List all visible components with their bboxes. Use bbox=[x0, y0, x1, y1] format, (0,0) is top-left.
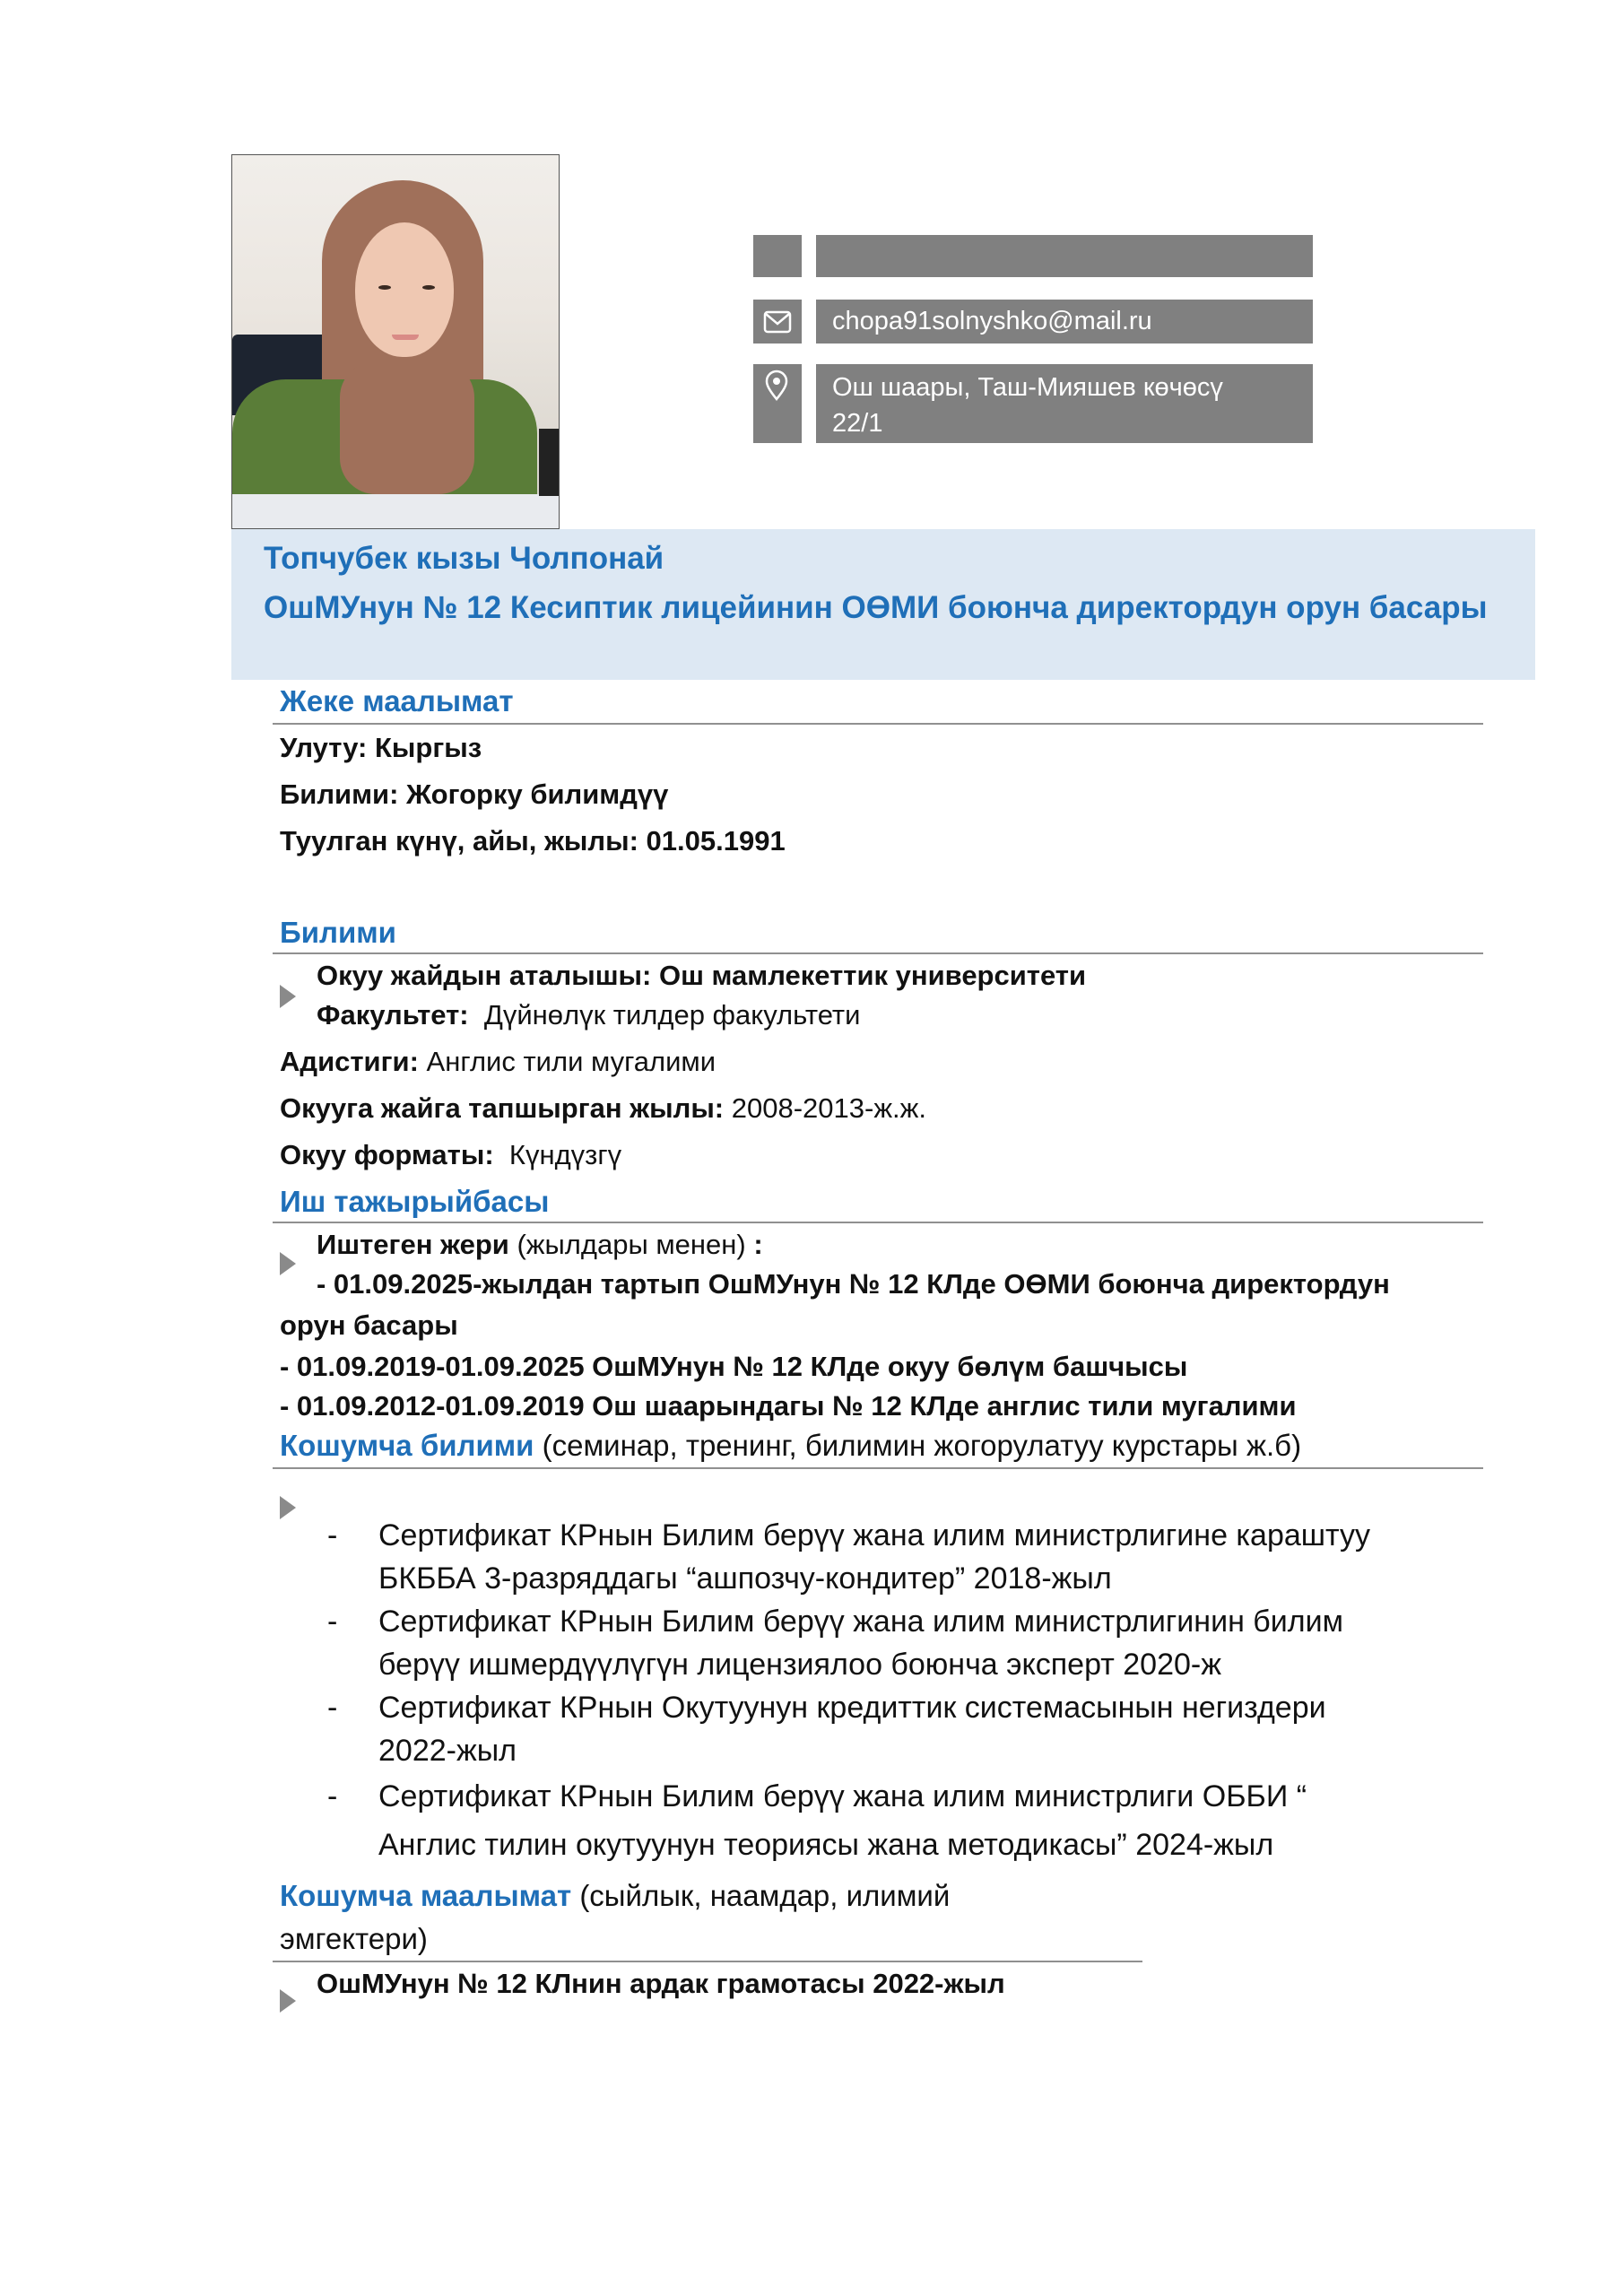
section-divider bbox=[273, 723, 1483, 725]
certificate-item bbox=[327, 1514, 1475, 1600]
section-title-additional-info bbox=[280, 1876, 950, 1916]
workplace-sub: (жылдары менен) bbox=[517, 1229, 746, 1260]
study-years-label: Окууга жайга тапшырган жылы: bbox=[280, 1092, 725, 1124]
certificate-line: Сертификат КРнын Билим берүү жана илим министрлигинин билим bbox=[378, 1605, 1343, 1639]
phone-icon bbox=[753, 235, 802, 277]
certificate-item bbox=[327, 1772, 1475, 1869]
triangle-bullet-icon bbox=[280, 1989, 296, 2013]
person-position: ОшМУнун № 12 Кесиптик лицейинин ОӨМИ боюнча директордун орун басары bbox=[264, 590, 1488, 625]
photo-device bbox=[539, 429, 559, 496]
education-level-label: Билими: bbox=[280, 778, 399, 810]
certificate-line: 2022-жыл bbox=[378, 1734, 517, 1768]
triangle-bullet-icon bbox=[280, 1252, 296, 1275]
phone-field bbox=[816, 235, 1313, 277]
certificate-item bbox=[327, 1686, 1475, 1772]
person-name: Топчубек кызы Чолпонай bbox=[264, 541, 664, 576]
section-title-additional-education bbox=[280, 1426, 1301, 1465]
list-dash: - bbox=[327, 1605, 338, 1639]
faculty-row bbox=[317, 996, 860, 1035]
institution-row bbox=[317, 956, 1086, 996]
section-divider bbox=[273, 952, 1483, 954]
triangle-bullet-icon bbox=[280, 1496, 296, 1519]
institution-label: Окуу жайдын аталышы: bbox=[317, 960, 652, 991]
specialty-row bbox=[280, 1042, 716, 1082]
additional-education-subtitle: (семинар, тренинг, билимин жогорулатуу курстары ж.б) bbox=[542, 1429, 1302, 1462]
email-field[interactable]: chopa91solnyshko@mail.ru bbox=[816, 300, 1313, 344]
study-years-value: 2008-2013-ж.ж. bbox=[731, 1092, 927, 1124]
address-field: Ош шаары, Таш-Мияшев көчөсү 22/1 bbox=[816, 364, 1313, 443]
triangle-bullet-icon bbox=[280, 985, 296, 1008]
header-band bbox=[231, 529, 1535, 680]
experience-item: - 01.09.2019-01.09.2025 ОшМУнун № 12 КЛде окуу бөлүм башчысы bbox=[280, 1351, 1188, 1382]
award-item: ОшМУнун № 12 КЛнин ардак грамотасы 2022-жыл bbox=[317, 1968, 1005, 1999]
photo-eye-right bbox=[422, 285, 435, 290]
section-title-experience: Иш тажырыйбасы bbox=[280, 1185, 550, 1218]
photo-scarf-lower bbox=[340, 361, 474, 494]
workplace-colon: : bbox=[753, 1229, 763, 1260]
additional-info-subtitle-continued bbox=[280, 1919, 428, 1959]
institution-value: Ош мамлекеттик университети bbox=[658, 960, 1087, 991]
study-format-label: Окуу форматы: bbox=[280, 1139, 494, 1170]
map-pin-icon bbox=[763, 370, 790, 402]
nationality-label: Улуту: bbox=[280, 732, 368, 763]
photo-eye-left bbox=[378, 285, 391, 290]
faculty-label: Факультет: bbox=[317, 999, 469, 1031]
nationality-value: Кыргыз bbox=[374, 732, 482, 763]
list-dash: - bbox=[327, 1691, 338, 1725]
experience-item: - 01.09.2025-жылдан тартып ОшМУнун № 12 КЛде ОӨМИ боюнча директордун bbox=[317, 1268, 1390, 1300]
section-title-education: Билими bbox=[280, 916, 396, 949]
list-dash: - bbox=[327, 1518, 338, 1552]
certificate-item bbox=[327, 1600, 1475, 1686]
additional-education-title: Кошумча билими bbox=[280, 1429, 534, 1462]
additional-info-subtitle: (сыйлык, наамдар, илимий bbox=[579, 1879, 951, 1912]
additional-info-subtitle: эмгектери) bbox=[280, 1922, 428, 1955]
experience-item: - 01.09.2012-01.09.2019 Ош шаарындагы № 12 КЛде англис тили мугалими bbox=[280, 1390, 1297, 1422]
education-level-value: Жогорку билимдүү bbox=[406, 778, 669, 810]
section-divider bbox=[273, 1222, 1483, 1223]
additional-info-title: Кошумча маалымат bbox=[280, 1879, 572, 1912]
section-divider bbox=[273, 1961, 1142, 1962]
education-level-row bbox=[280, 775, 668, 814]
study-format-row bbox=[280, 1135, 621, 1175]
study-years-row bbox=[280, 1089, 926, 1128]
envelope-icon bbox=[763, 310, 792, 334]
certificate-line: БКББА 3-разряддагы “ашпозчу-кондитер” 2018-жыл bbox=[378, 1561, 1112, 1596]
section-title-personal: Жеке маалымат bbox=[280, 684, 514, 718]
photo-image bbox=[232, 155, 559, 494]
photo-mouth bbox=[392, 335, 419, 340]
faculty-value: Дүйнөлүк тилдер факультети bbox=[483, 999, 861, 1031]
profile-photo bbox=[231, 154, 560, 529]
birthdate-label: Туулган күнү, айы, жылы: bbox=[280, 825, 638, 857]
certificate-line: Сертификат КРнын Окутуунун кредиттик системасынын негиздери bbox=[378, 1691, 1326, 1725]
experience-item-continued: орун басары bbox=[280, 1309, 458, 1341]
workplace-label: Иштеген жери bbox=[317, 1229, 509, 1260]
certificate-line: Англис тилин окутуунун теориясы жана методикасы” 2024-жыл bbox=[378, 1828, 1274, 1862]
birthdate-value: 01.05.1991 bbox=[646, 825, 786, 857]
specialty-label: Адистиги: bbox=[280, 1046, 419, 1077]
study-format-value: Күндүзгү bbox=[508, 1139, 622, 1170]
address-icon-box bbox=[753, 364, 802, 443]
email-icon-box bbox=[753, 300, 802, 344]
nationality-row bbox=[280, 728, 482, 768]
certificate-line: Сертификат КРнын Билим берүү жана илим министрлиги ОББИ “ bbox=[378, 1779, 1307, 1813]
workplace-heading bbox=[317, 1225, 763, 1265]
certificate-line: берүү ишмердүүлүгүн лицензиялоо боюнча эксперт 2020-ж bbox=[378, 1648, 1221, 1682]
specialty-value: Англис тили мугалими bbox=[426, 1046, 716, 1077]
section-divider bbox=[273, 1467, 1483, 1469]
birthdate-row bbox=[280, 822, 786, 861]
list-dash: - bbox=[327, 1779, 338, 1813]
certificate-line: Сертификат КРнын Билим берүү жана илим министрлигине караштуу bbox=[378, 1518, 1371, 1552]
